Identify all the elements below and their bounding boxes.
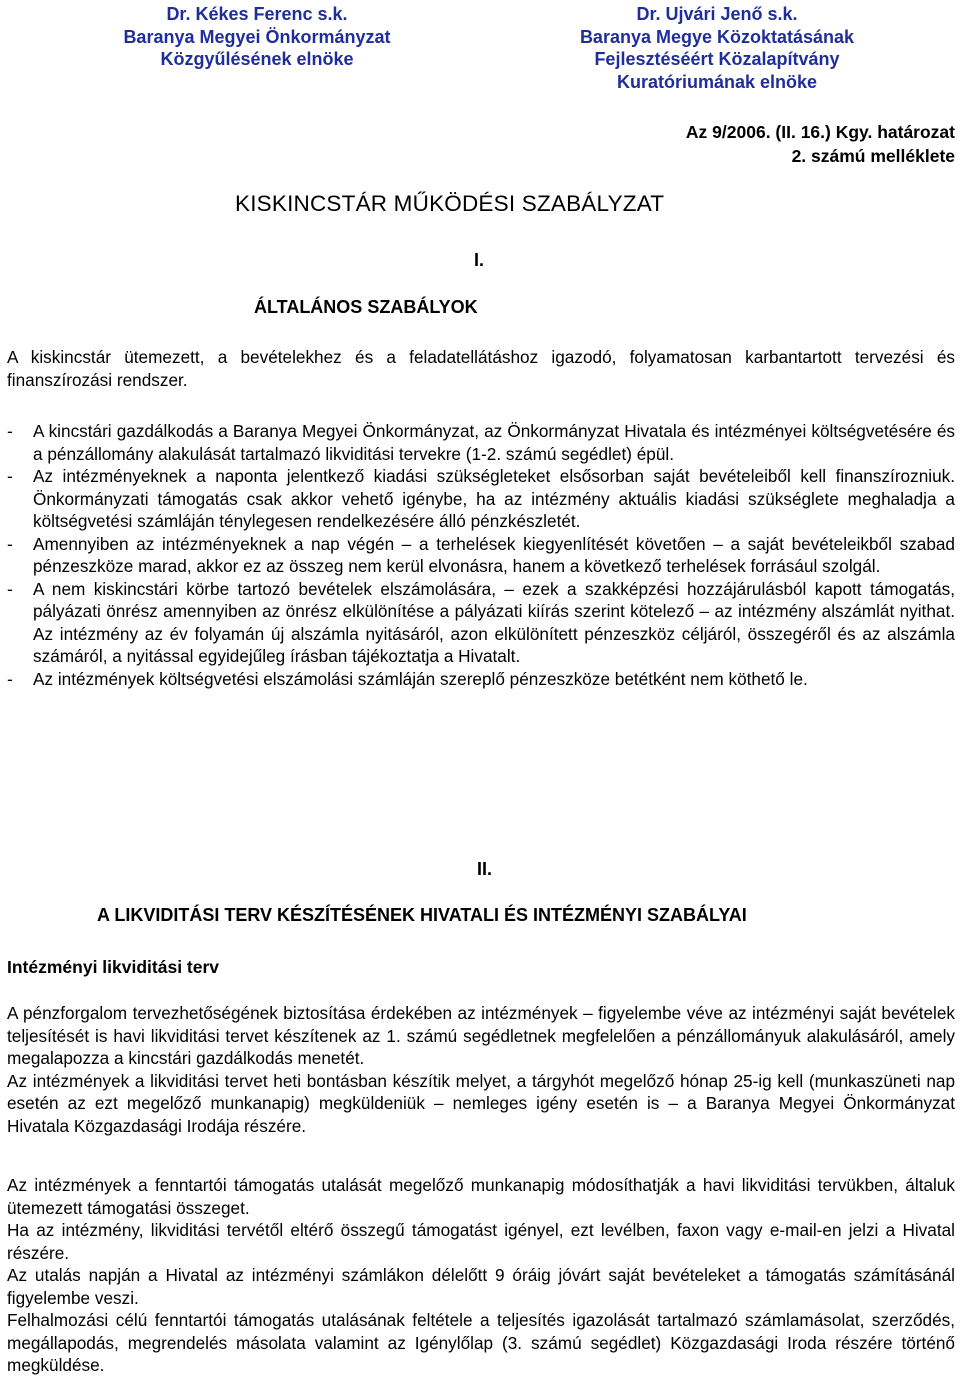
reference-line: Az 9/2006. (II. 16.) Kgy. határozat bbox=[685, 122, 955, 142]
signatory-left-line: Dr. Kékes Ferenc s.k. bbox=[166, 4, 348, 24]
document-page bbox=[7, 0, 955, 1392]
paragraph: Az intézmények a fenntartói támogatás utalását megelőző munkanapig módosíthatják a havi likviditási tervükben, általuk ütemezett támogatási összeget. bbox=[7, 1175, 955, 1218]
resolution-reference bbox=[686, 121, 955, 168]
signatory-right-line: Dr. Ujvári Jenő s.k. bbox=[636, 4, 798, 24]
paragraph-group bbox=[7, 1002, 955, 1137]
signatory-left-line: Közgyűlésének elnöke bbox=[160, 49, 354, 69]
signatory-left-line: Baranya Megyei Önkormányzat bbox=[123, 26, 391, 47]
list-item: - A kincstári gazdálkodás a Baranya Megyei Önkormányzat, az Önkormányzat Hivatala és intézményei költségvetésére és a pénzállomány alakulását tartalmazó likviditási tervekre (1-2. számú segédlet) épül. bbox=[7, 421, 955, 464]
list-item-text: Az intézmények költségvetési elszámolási számláján szereplő pénzeszköze betétként nem köthető le. bbox=[33, 668, 808, 689]
paragraph-group bbox=[7, 1174, 955, 1377]
section-number: I. bbox=[474, 250, 485, 270]
paragraph: Az utalás napján a Hivatal az intézményi számlákon délelőtt 9 óráig jóvárt saját bevételeket a támogatás számításánál figyelembe veszi. bbox=[7, 1265, 955, 1308]
subsection-heading: Intézményi likviditási terv bbox=[7, 957, 220, 977]
list-item: - Amennyiben az intézményeknek a nap végén – a terhelések kiegyenlítését követően – a saját bevételeikből szabad pénzeszköze marad, akkor ez az összeg nem kerül elvonásra, hanem a következő terhelések forrásául szolgál. bbox=[7, 533, 955, 576]
list-item: - Az intézmények költségvetési elszámolási számláján szereplő pénzeszköze betétként nem köthető le. bbox=[7, 668, 808, 689]
list-item: - A nem kiskincstári körbe tartozó bevételek elszámolására, – ezek a szakképzési hozzájárulásból kapott támogatás, pályázati önrész amennyiben az önrész elkülönítése a pályázati kiírás szerint kötelező – az intézmény alszámlát nyithat. Az intézmény az év folyamán új alszámla nyitásáról, azon elkülönített pénzeszköz céljáról, összegéről és az alszámla számáról, a nyitással egyidejűleg írásban tájékoztatja a Hivatalt. bbox=[7, 578, 955, 666]
reference-line: 2. számú melléklete bbox=[791, 145, 955, 166]
paragraph: Ha az intézmény, likviditási tervétől eltérő összegű támogatást igényel, ezt levélben, faxon vagy e-mail-en jelzi a Hivatal részére. bbox=[7, 1220, 955, 1263]
intro-paragraph: A kiskincstár ütemezett, a bevételekhez és a feladatellátáshoz igazodó, folyamatosan karbantartott tervezési és finanszírozási rendszer. bbox=[7, 347, 955, 390]
signatory-left bbox=[77, 3, 437, 71]
list-item-text: Az intézményeknek a naponta jelentkező kiadási szükségleteket elsősorban saját bevételeiből kell finanszírozniuk. Önkormányzati támogatás csak akkor vehető igénybe, ha az intézmény aktuális kiadási szükséglete meghaladja a költségvetési számláján ténylegesen rendelkezésére álló pénzkészletét. bbox=[33, 466, 955, 531]
paragraph: Az intézmények a likviditási tervet heti bontásban készítik melyet, a tárgyhót megelőző hónap 25-ig kell (munkaszüneti nap esetén az ezt megelőző munkanapig) megküldeniük – nemleges igény esetén is – a Baranya Megyei Önkormányzat Hivatala Közgazdasági Irodája részére. bbox=[7, 1070, 955, 1136]
document-title: KISKINCSTÁR MŰKÖDÉSI SZABÁLYZAT bbox=[235, 191, 665, 216]
list-item-text: Amennyiben az intézményeknek a nap végén – a terhelések kiegyenlítését követően – a saját bevételeikből szabad pénzeszköze marad, akkor ez az összeg nem kerül elvonásra, hanem a következő terhelések forrásául szolgál. bbox=[33, 533, 955, 576]
paragraph: A pénzforgalom tervezhetőségének biztosítása érdekében az intézmények – figyelembe véve az intézményi saját bevételek teljesítését is havi likviditási tervet készítenek az 1. számú segédletnek megfelelően a pénzállományuk alakulásáról, amely megalapozza a kincstári gazdálkodás menetét. bbox=[7, 1003, 955, 1068]
signatory-right-line: Fejlesztéséért Közalapítvány bbox=[594, 49, 840, 69]
section-heading: ÁLTALÁNOS SZABÁLYOK bbox=[254, 297, 478, 317]
list-item-text: A kincstári gazdálkodás a Baranya Megyei Önkormányzat, az Önkormányzat Hivatala és intézményei költségvetésére és a pénzállomány alakulását tartalmazó likviditási tervekre (1-2. számú segédlet) épül. bbox=[33, 421, 955, 464]
list-item: - Az intézményeknek a naponta jelentkező kiadási szükségleteket elsősorban saját bevételeiből kell finanszírozniuk. Önkormányzati támogatás csak akkor vehető igénybe, ha az intézmény aktuális kiadási szükséglete meghaladja a költségvetési számláján ténylegesen rendelkezésére álló pénzkészletét. bbox=[7, 466, 955, 531]
signatory-right bbox=[507, 3, 927, 93]
rules-list bbox=[7, 420, 955, 690]
section-number: II. bbox=[477, 859, 493, 879]
list-item-text: A nem kiskincstári körbe tartozó bevételek elszámolására, – ezek a szakképzési hozzájárulásból kapott támogatás, pályázati önrész amennyiben az önrész elkülönítése a pályázati kiírás szerint kötelező – az intézmény alszámlát nyithat. Az intézmény az év folyamán új alszámla nyitásáról, azon elkülönített pénzeszköz céljáról, összegéről és az alszámla számáról, a nyitással egyidejűleg írásban tájékoztatja a Hivatalt. bbox=[33, 578, 955, 666]
signatory-right-line: Kuratóriumának elnöke bbox=[616, 71, 818, 92]
paragraph: Felhalmozási célú fenntartói támogatás utalásának feltétele a teljesítés igazolását tartalmazó számlamásolat, szerződés, megállapodás, megrendelés másolata valamint az Igénylőlap (3. számú segédlet) Közgazdasági Iroda részére történő megküldése. bbox=[7, 1310, 955, 1375]
signatory-right-line: Baranya Megye Közoktatásának bbox=[579, 26, 855, 47]
section-heading: A LIKVIDITÁSI TERV KÉSZÍTÉSÉNEK HIVATALI ÉS INTÉZMÉNYI SZABÁLYAI bbox=[97, 905, 747, 925]
